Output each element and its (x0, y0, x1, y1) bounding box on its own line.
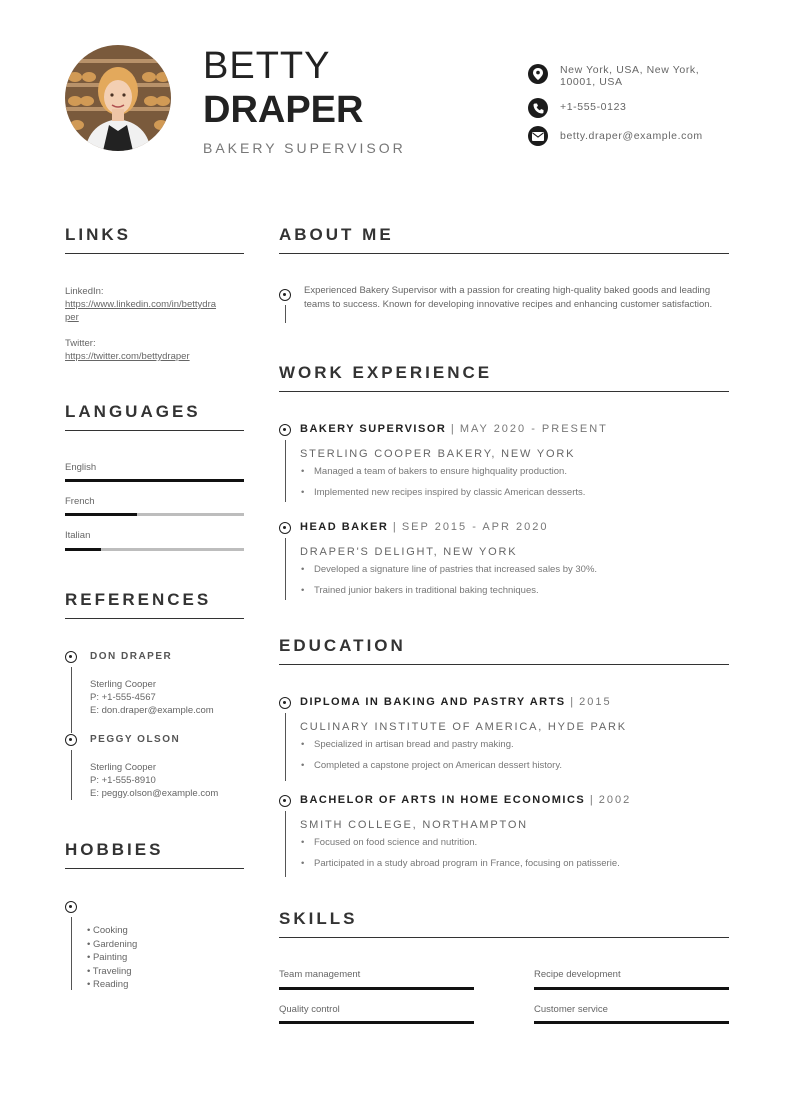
location-pin-icon (528, 64, 548, 84)
skill-label: Recipe development (534, 969, 621, 980)
timeline-dot-icon (279, 289, 291, 301)
timeline-dot-icon (65, 901, 77, 913)
links-title: LINKS (65, 225, 131, 244)
job-role: HEAD BAKER (300, 521, 389, 533)
phone-text: +1-555-0123 (560, 101, 627, 113)
education-divider (279, 664, 729, 665)
reference-email: E: peggy.olson@example.com (90, 788, 219, 799)
languages-divider (65, 430, 244, 431)
first-name: BETTY (203, 45, 331, 87)
timeline-line (71, 667, 72, 733)
phone-icon (528, 98, 548, 118)
language-name: English (65, 462, 97, 473)
reference-email: E: don.draper@example.com (90, 705, 214, 716)
edu-heading (300, 794, 631, 806)
edu-separator: | (589, 794, 595, 806)
contact-email (528, 126, 728, 146)
edu-bullet: • Specialized in artisan bread and pastry making. (301, 739, 514, 750)
timeline-dot-icon (279, 697, 291, 709)
edu-bullet: • Completed a capstone project on American dessert history. (301, 760, 563, 771)
about-title: ABOUT ME (279, 225, 394, 244)
timeline-dot-icon (279, 795, 291, 807)
hobby-item: • Painting (87, 952, 128, 963)
link-label: Twitter: (65, 338, 96, 349)
link-url[interactable]: https://twitter.com/bettydraper (65, 351, 190, 362)
hobbies-list (87, 924, 137, 992)
reference-phone: P: +1-555-8910 (90, 775, 156, 786)
timeline-dot-icon (279, 522, 291, 534)
references-divider (65, 618, 244, 619)
work-title: WORK EXPERIENCE (279, 363, 493, 382)
hobby-item: • Cooking (87, 925, 128, 936)
edu-bullet: • Focused on food science and nutrition. (301, 837, 478, 848)
edu-heading (300, 696, 612, 708)
language-bar (65, 548, 244, 551)
email-icon (528, 126, 548, 146)
job-bullet: • Developed a signature line of pastries that increased sales by 30%. (301, 564, 598, 575)
timeline-line (285, 811, 286, 877)
profile-photo (65, 45, 171, 151)
language-bar (65, 479, 244, 482)
reference-phone: P: +1-555-4567 (90, 692, 156, 703)
job-dates: SEP 2015 - APR 2020 (401, 521, 549, 533)
link-twitter (65, 337, 245, 363)
about-divider (279, 253, 729, 254)
hobby-item: • Traveling (87, 965, 132, 977)
job-separator: | (392, 521, 398, 533)
job-separator: | (450, 423, 456, 435)
edu-org: CULINARY INSTITUTE OF AMERICA, HYDE PARK (300, 721, 627, 733)
language-name: Italian (65, 530, 91, 541)
skills-title: SKILLS (279, 909, 358, 928)
timeline-line (285, 713, 286, 781)
skill-label: Quality control (279, 1004, 340, 1015)
timeline-line (71, 750, 72, 800)
reference-details (90, 678, 214, 717)
skill-label: Customer service (534, 1004, 608, 1015)
contact-phone (528, 98, 728, 118)
link-linkedin (65, 285, 245, 324)
job-role: BAKERY SUPERVISOR (300, 423, 447, 435)
job-heading (300, 423, 608, 435)
job-bullet: • Managed a team of bakers to ensure highquality production. (301, 466, 567, 477)
job-bullet: • Trained junior bakers in traditional baking techniques. (301, 585, 539, 596)
timeline-line (285, 440, 286, 502)
timeline-dot-icon (65, 651, 77, 663)
timeline-line (285, 305, 286, 323)
language-bar-fill (65, 479, 244, 482)
hobby-item: • Gardening (87, 938, 138, 950)
skills-divider (279, 937, 729, 938)
edu-bullet: • Participated in a study abroad program in France, focusing on patisserie. (301, 858, 620, 869)
job-dates: MAY 2020 - PRESENT (459, 423, 608, 435)
skill-label: Team management (279, 969, 361, 980)
contact-address (528, 64, 728, 88)
language-name: French (65, 496, 95, 507)
job-org: STERLING COOPER BAKERY, NEW YORK (300, 448, 576, 460)
timeline-dot-icon (65, 734, 77, 746)
edu-degree: BACHELOR OF ARTS IN HOME ECONOMICS (300, 794, 586, 806)
edu-degree: DIPLOMA IN BAKING AND PASTRY ARTS (300, 696, 566, 708)
education-title: EDUCATION (279, 636, 406, 655)
reference-company: Sterling Cooper (90, 679, 157, 690)
timeline-line (285, 538, 286, 600)
work-divider (279, 391, 729, 392)
last-name: DRAPER (203, 89, 364, 131)
timeline-line (71, 917, 72, 990)
language-bar-fill (65, 513, 137, 516)
link-url[interactable]: https://www.linkedin.com/in/bettydra (65, 299, 217, 310)
job-title: BAKERY SUPERVISOR (203, 140, 406, 156)
link-url-cont[interactable]: per (65, 312, 79, 323)
hobbies-divider (65, 868, 244, 869)
about-text: Experienced Bakery Supervisor with a passion for creating high-quality baked goods and leading teams to success. Known for developing innovative recipes and enhancing customer satisfaction. (304, 285, 713, 310)
address-line1: New York, USA, New York, (560, 64, 700, 76)
hobby-item: • Reading (87, 979, 129, 990)
language-bar-fill (65, 548, 101, 551)
edu-org: SMITH COLLEGE, NORTHAMPTON (300, 819, 528, 831)
references-title: REFERENCES (65, 590, 212, 609)
links-divider (65, 253, 244, 254)
job-bullet: • Implemented new recipes inspired by classic American desserts. (301, 487, 586, 498)
timeline-dot-icon (279, 424, 291, 436)
link-label: LinkedIn: (65, 286, 104, 297)
reference-details (90, 761, 218, 800)
language-bar (65, 513, 244, 516)
skill-bar (279, 1021, 474, 1024)
email-text: betty.draper@example.com (560, 130, 703, 142)
reference-name: PEGGY OLSON (90, 734, 181, 745)
edu-separator: | (570, 696, 575, 708)
reference-company: Sterling Cooper (90, 762, 157, 773)
edu-year: 2002 (598, 794, 632, 806)
skill-bar (534, 987, 729, 990)
job-heading (300, 521, 548, 533)
skill-bar (534, 1021, 729, 1024)
edu-year: 2015 (579, 696, 612, 708)
hobbies-title: HOBBIES (65, 840, 164, 859)
skill-bar (279, 987, 474, 990)
address-line2: 10001, USA (560, 76, 623, 88)
reference-name: DON DRAPER (90, 651, 173, 662)
languages-title: LANGUAGES (65, 402, 201, 421)
job-org: DRAPER'S DELIGHT, NEW YORK (300, 546, 518, 558)
